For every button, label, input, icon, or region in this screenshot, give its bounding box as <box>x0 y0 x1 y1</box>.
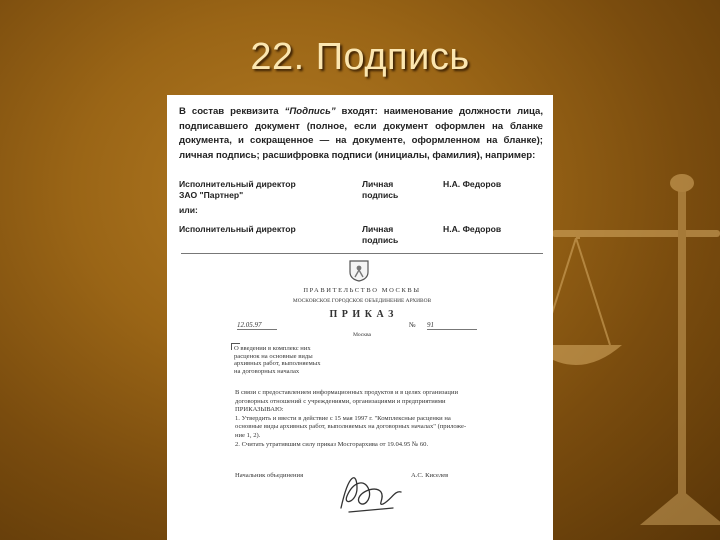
order-number-label: № <box>409 321 416 329</box>
order-body: В связи с предоставлением информационных продуктов и в целях организации договорных отношений с учреждениями, организациями и предприятиями ПРИКАЗЫВАЮ: 1. Утвердить и ввести в действие с 15 мая 1997 г. "Комплексные расценки на основные виды архивных работ, выполняемых на договорных началах" (приложе- ние 1, 2). 2. Считать утратившим силу приказ Мосгорархива от 19.04.95 № 60. <box>235 389 467 448</box>
example2-sign: Личная подпись <box>362 224 399 245</box>
order-subject: О введении в комплекс них расценок на основные виды архивных работ, выполняемых на договорных началах <box>234 345 321 375</box>
order-title: П Р И К А З <box>329 309 395 320</box>
intro-quoted-term: “Подпись” <box>284 106 336 117</box>
moscow-emblem-icon <box>349 260 369 282</box>
example1-position: Исполнительный директор ЗАО "Партнер" <box>179 179 296 200</box>
order-gov-header: ПРАВИТЕЛЬСТВО МОСКВЫ <box>303 287 421 294</box>
intro-text-rest: входят: наименование должности лица, подписавшего документ (полное, если документ оформлен на бланке документа, и сокращенное — на документе, оформленном на бланке); личная подпись; расшифровка подписи (инициалы, фамилия), например: <box>179 106 544 161</box>
slide-title: 22. Подпись <box>250 36 470 78</box>
example1-name: Н.А. Федоров <box>443 179 502 189</box>
intro-paragraph <box>179 105 543 163</box>
order-signer-name: А.С. Киселев <box>411 472 449 479</box>
order-org-header: МОСКОВСКОЕ ГОРОДСКОЕ ОБЪЕДИНЕНИЕ АРХИВОВ <box>292 298 432 304</box>
order-city: Москва <box>352 332 372 338</box>
example1-sign: Личная подпись <box>362 179 399 200</box>
order-number: 91 <box>427 321 477 330</box>
example2-name: Н.А. Федоров <box>443 224 502 234</box>
document-image <box>167 95 553 540</box>
handwritten-signature <box>335 468 407 516</box>
or-label: или: <box>179 205 198 215</box>
scales-background-image <box>540 95 720 540</box>
example2-position: Исполнительный директор <box>179 224 296 234</box>
order-date: 12.05.97 <box>237 321 277 330</box>
order-document <box>181 253 543 540</box>
intro-text-start: В состав реквизита <box>179 106 285 117</box>
order-signer-title: Начальник объединения <box>235 472 304 479</box>
